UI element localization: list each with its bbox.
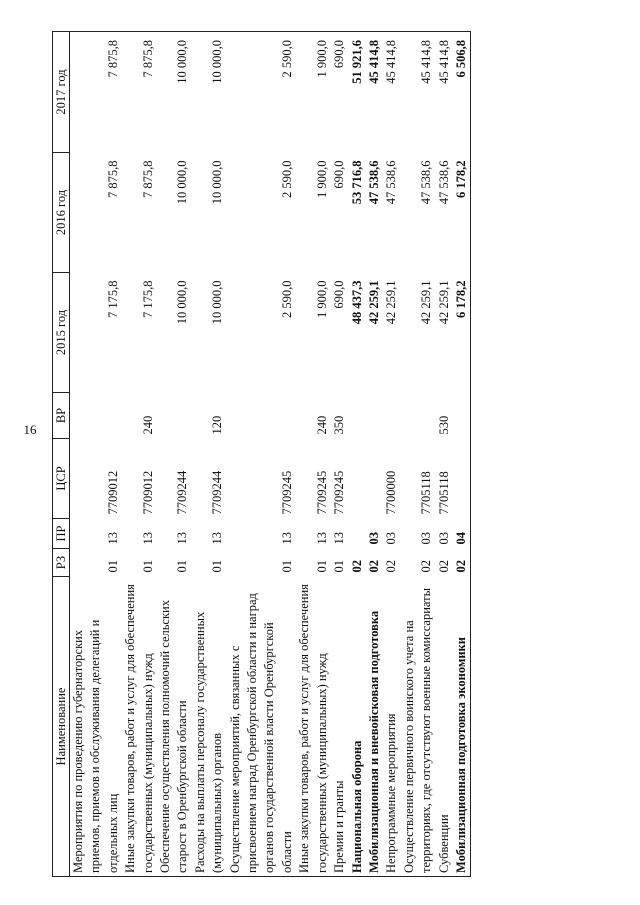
cell-csr: 7709244	[210, 470, 225, 515]
cell-rz: 01	[210, 560, 225, 573]
cell-y2017: 7 875,8	[122, 32, 157, 153]
cell-name: Премии и гранты	[331, 577, 348, 877]
header-rz: РЗ	[53, 549, 70, 577]
cell-csr	[453, 439, 471, 519]
cell-y2015: 42 259,1	[436, 280, 451, 325]
cell-y2017: 690,0	[331, 32, 348, 153]
cell-rz: 01	[175, 560, 190, 573]
header-2017: 2017 год	[53, 32, 70, 153]
cell-vr	[383, 393, 400, 439]
cell-rz: 01	[332, 560, 347, 573]
cell-pr: 13	[314, 532, 329, 545]
cell-vr	[70, 393, 123, 439]
cell-y2017: 2 590,0	[227, 32, 297, 153]
cell-y2015: 7 175,8	[140, 280, 155, 318]
rotated-sheet	[52, 32, 612, 877]
cell-vr: 240	[314, 415, 329, 435]
cell-name: Осуществление мероприятий, связанных с присвоением наград Оренбургской области и наград органов государственной власти Оренбургской области	[227, 577, 297, 877]
page-number: 16	[23, 422, 37, 437]
cell-vr	[366, 393, 383, 439]
cell-y2015: 42 259,1	[366, 280, 381, 325]
cell-name: Субвенции	[436, 577, 453, 877]
cell-y2017: 45 414,8	[383, 32, 400, 153]
cell-y2017: 1 900,0	[296, 32, 331, 153]
cell-csr: 7709012	[105, 470, 120, 515]
cell-pr: 03	[419, 532, 434, 545]
cell-vr	[453, 393, 471, 439]
cell-csr: 7709245	[279, 470, 294, 515]
table-row	[227, 32, 297, 877]
cell-y2017: 7 875,8	[70, 32, 123, 153]
cell-rz: 02	[419, 560, 434, 573]
header-vr: ВР	[53, 393, 70, 439]
header-row	[53, 32, 70, 877]
cell-y2015: 7 175,8	[105, 280, 120, 318]
cell-y2015: 48 437,3	[349, 280, 364, 325]
cell-rz: 02	[436, 560, 451, 573]
cell-name: Расходы на выплаты персоналу государственных (муниципальных) органов	[192, 577, 227, 877]
cell-csr: 7709245	[332, 470, 347, 515]
cell-name: Мобилизационная подготовка экономики	[453, 577, 471, 877]
cell-y2017: 51 921,6	[349, 32, 366, 153]
cell-rz: 02	[349, 560, 364, 573]
cell-y2016: 10 000,0	[210, 160, 225, 205]
cell-y2016: 10 000,0	[175, 160, 190, 205]
cell-vr	[227, 393, 297, 439]
cell-vr	[401, 393, 436, 439]
cell-vr	[349, 393, 366, 439]
cell-csr: 7705118	[419, 471, 434, 515]
table-row	[122, 32, 157, 877]
table-row	[70, 32, 123, 877]
cell-y2016: 47 538,6	[366, 160, 381, 205]
cell-rz: 02	[453, 549, 471, 577]
cell-name: Обеспечение осуществления полномочий сельских старост в Оренбургской области	[157, 577, 192, 877]
cell-name: Мобилизационная и вневойсковая подготовка	[366, 577, 383, 877]
cell-rz: 01	[140, 560, 155, 573]
cell-y2016: 47 538,6	[419, 160, 434, 205]
cell-y2015: 6 178,2	[453, 273, 471, 393]
cell-y2016: 53 716,8	[349, 160, 364, 205]
cell-name: Осуществление первичного воинского учета на территориях, где отсутствуют военные комиссариаты	[401, 577, 436, 877]
cell-csr	[349, 439, 366, 519]
cell-vr	[157, 393, 192, 439]
cell-y2017: 10 000,0	[192, 32, 227, 153]
table-row	[331, 32, 348, 877]
cell-name: Непрограммные мероприятия	[383, 577, 400, 877]
cell-csr: 7709244	[175, 470, 190, 515]
header-name: Наименование	[53, 577, 70, 877]
cell-vr: 120	[210, 415, 225, 435]
cell-y2015: 2 590,0	[279, 280, 294, 318]
table-body	[70, 32, 471, 877]
cell-y2016: 6 178,2	[453, 153, 471, 273]
cell-rz: 02	[366, 560, 381, 573]
cell-y2016: 47 538,6	[436, 160, 451, 205]
cell-y2016: 2 590,0	[279, 160, 294, 198]
cell-y2017: 45 414,8	[436, 32, 453, 153]
cell-rz: 01	[314, 560, 329, 573]
table-row	[296, 32, 331, 877]
cell-vr: 240	[140, 415, 155, 435]
cell-pr: 13	[175, 532, 190, 545]
cell-y2017: 45 414,8	[401, 32, 436, 153]
cell-y2015: 42 259,1	[384, 280, 399, 325]
cell-pr: 04	[453, 519, 471, 549]
cell-name: Национальная оборона	[349, 577, 366, 877]
cell-pr: 03	[384, 532, 399, 545]
cell-csr: 7705118	[436, 471, 451, 515]
table-row	[401, 32, 436, 877]
header-pr: ПР	[53, 519, 70, 549]
cell-pr: 13	[332, 532, 347, 545]
cell-y2015: 10 000,0	[210, 280, 225, 325]
cell-pr: 03	[366, 532, 381, 545]
cell-y2015: 1 900,0	[314, 280, 329, 318]
cell-csr: 7709245	[314, 470, 329, 515]
cell-rz: 02	[384, 560, 399, 573]
cell-csr: 7709012	[140, 470, 155, 515]
cell-pr: 13	[210, 532, 225, 545]
cell-csr	[366, 439, 383, 519]
budget-table	[52, 31, 471, 877]
cell-y2015: 690,0	[332, 280, 347, 309]
cell-name: Иные закупки товаров, работ и услуг для обеспечения государственных (муниципальных) нужд	[296, 577, 331, 877]
rotated-content	[52, 32, 612, 877]
cell-y2016: 7 875,8	[140, 160, 155, 198]
header-csr: ЦСР	[53, 439, 70, 519]
cell-rz: 01	[105, 560, 120, 573]
cell-y2016: 690,0	[332, 160, 347, 189]
cell-y2016: 1 900,0	[314, 160, 329, 198]
cell-pr: 13	[279, 532, 294, 545]
table-row	[453, 32, 471, 877]
cell-pr: 13	[140, 532, 155, 545]
table-row	[157, 32, 192, 877]
cell-csr: 7700000	[384, 470, 399, 515]
cell-pr: 03	[436, 532, 451, 545]
table-row	[436, 32, 453, 877]
cell-y2015: 10 000,0	[175, 280, 190, 325]
cell-name: Мероприятия по проведению губернаторских приемов, приемов и обслуживания делегаций и отдельных лиц	[70, 577, 123, 877]
header-2016: 2016 год	[53, 153, 70, 273]
cell-vr: 530	[436, 415, 451, 435]
cell-y2016: 47 538,6	[384, 160, 399, 205]
table-row	[192, 32, 227, 877]
cell-y2015: 42 259,1	[419, 280, 434, 325]
header-2015: 2015 год	[53, 273, 70, 393]
cell-pr	[349, 519, 366, 549]
table-row	[383, 32, 400, 877]
cell-y2017: 45 414,8	[366, 32, 383, 153]
cell-pr: 13	[105, 532, 120, 545]
cell-name: Иные закупки товаров, работ и услуг для обеспечения государственных (муниципальных) нужд	[122, 577, 157, 877]
cell-vr: 350	[332, 415, 347, 435]
cell-y2017: 6 506,8	[453, 32, 471, 153]
table-row	[366, 32, 383, 877]
cell-y2017: 10 000,0	[157, 32, 192, 153]
cell-y2016: 7 875,8	[105, 160, 120, 198]
cell-rz: 01	[279, 560, 294, 573]
table-row	[349, 32, 366, 877]
